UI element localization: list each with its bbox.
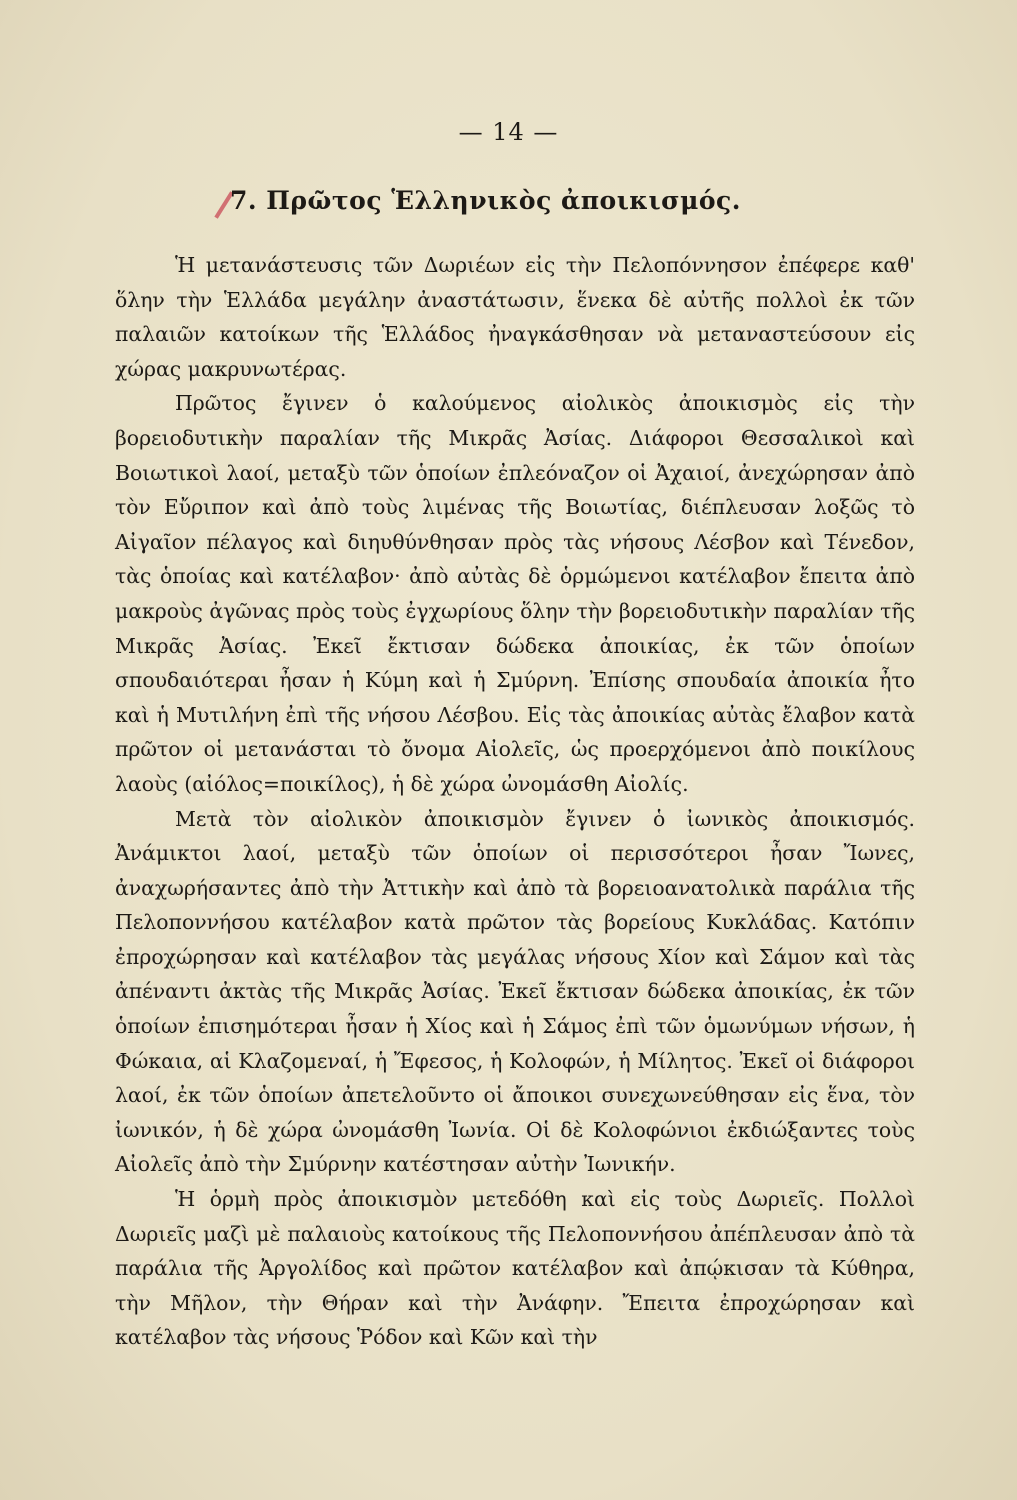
section-heading: 7. Πρῶτος Ἑλληνικὸς ἀποικισμός.: [230, 186, 741, 215]
paragraph-2: Πρῶτος ἔγινεν ὁ καλούμενος αἰολικὸς ἀποικισμὸς εἰς τὴν βορειοδυτικὴν παραλίαν τῆς Μικρᾶς Ἀσίας. Διάφοροι Θεσσαλικοὶ καὶ Βοιωτικοὶ λαοί, μεταξὺ τῶν ὁποίων ἐπλεόναζον οἱ Ἀχαιοί, ἀνεχώρησαν ἀπὸ τὸν Εὔριπον καὶ ἀπὸ τοὺς λιμένας τῆς Βοιωτίας, διέπλευσαν λοξῶς τὸ Αἰγαῖον πέλαγος καὶ διηυθύνθησαν πρὸς τὰς νήσους Λέσβον καὶ Τένεδον, τὰς ὁποίας καὶ κατέλαβον· ἀπὸ αὐτὰς δὲ ὁρμώμενοι κατέλαβον ἔπειτα ἀπὸ μακροὺς ἀγῶνας πρὸς τοὺς ἐγχωρίους ὅλην τὴν βορειοδυτικὴν παραλίαν τῆς Μικρᾶς Ἀσίας. Ἐκεῖ ἔκτισαν δώδεκα ἀποικίας, ἐκ τῶν ὁποίων σπουδαιότεραι ἦσαν ἡ Κύμη καὶ ἡ Σμύρνη. Ἐπίσης σπουδαία ἀποικία ἦτο καὶ ἡ Μυτιλήνη ἐπὶ τῆς νήσου Λέσβου. Εἰς τὰς ἀποικίας αὐτὰς ἔλαβον κατὰ πρῶτον οἱ μετανάσται τὸ ὄνομα Αἰολεῖς, ὡς προερχόμενοι ἀπὸ ποικίλους λαοὺς (αἰόλος=ποικίλος), ἡ δὲ χώρα ὠνομάσθη Αἰολίς.: [115, 391, 915, 796]
page-number: — 14 —: [458, 118, 559, 146]
paragraph-1: Ἡ μετανάστευσις τῶν Δωριέων εἰς τὴν Πελοπόννησον ἐπέφερε καθ' ὅλην τὴν Ἑλλάδα μεγάλην ἀναστάτωσιν, ἕνεκα δὲ αὐτῆς πολλοὶ ἐκ τῶν παλαιῶν κατοίκων τῆς Ἑλλάδος ἠναγκάσθησαν νὰ μεταναστεύσουν εἰς χώρας μακρυνωτέρας.: [115, 253, 915, 381]
body-text: [115, 248, 915, 1355]
paragraph-3: Μετὰ τὸν αἰολικὸν ἀποικισμὸν ἔγινεν ὁ ἰωνικὸς ἀποικισμός. Ἀνάμικτοι λαοί, μεταξὺ τῶν ὁποίων οἱ περισσότεροι ἦσαν Ἴωνες, ἀναχωρήσαντες ἀπὸ τὴν Ἀττικὴν καὶ ἀπὸ τὰ βορειοανατολικὰ παράλια τῆς Πελοποννήσου κατέλαβον κατὰ πρῶτον τὰς βορείους Κυκλάδας. Κατόπιν ἐπροχώρησαν καὶ κατέλαβον τὰς μεγάλας νήσους Χίον καὶ Σάμον καὶ τὰς ἀπέναντι ἀκτὰς τῆς Μικρᾶς Ἀσίας. Ἐκεῖ ἔκτισαν δώδεκα ἀποικίας, ἐκ τῶν ὁποίων ἐπισημότεραι ἦσαν ἡ Χίος καὶ ἡ Σάμος ἐπὶ τῶν ὁμωνύμων νήσων, ἡ Φώκαια, αἱ Κλαζομεναί, ἡ Ἔφεσος, ἡ Κολοφών, ἡ Μίλητος. Ἐκεῖ οἱ διάφοροι λαοί, ἐκ τῶν ὁποίων ἀπετελοῦντο οἱ ἄποικοι συνεχωνεύθησαν εἰς ἕνα, τὸν ἰωνικόν, ἡ δὲ χώρα ὠνομάσθη Ἰωνία. Οἱ δὲ Κολοφώνιοι ἐκδιώξαντες τοὺς Αἰολεῖς ἀπὸ τὴν Σμύρνην κατέστησαν αὐτὴν Ἰωνικήν.: [115, 806, 915, 1177]
paragraph-4: Ἡ ὁρμὴ πρὸς ἀποικισμὸν μετεδόθη καὶ εἰς τοὺς Δωριεῖς. Πολλοὶ Δωριεῖς μαζὶ μὲ παλαιοὺς κατοίκους τῆς Πελοποννήσου ἀπέπλευσαν ἀπὸ τὰ παράλια τῆς Ἀργολίδος καὶ πρῶτον κατέλαβον καὶ ἀπῴκισαν τὰ Κύθηρα, τὴν Μῆλον, τὴν Θήραν καὶ τὴν Ἀνάφην. Ἔπειτα ἐπροχώρησαν καὶ κατέλαβον τὰς νήσους Ῥόδον καὶ Κῶν καὶ τὴν: [115, 1187, 915, 1350]
